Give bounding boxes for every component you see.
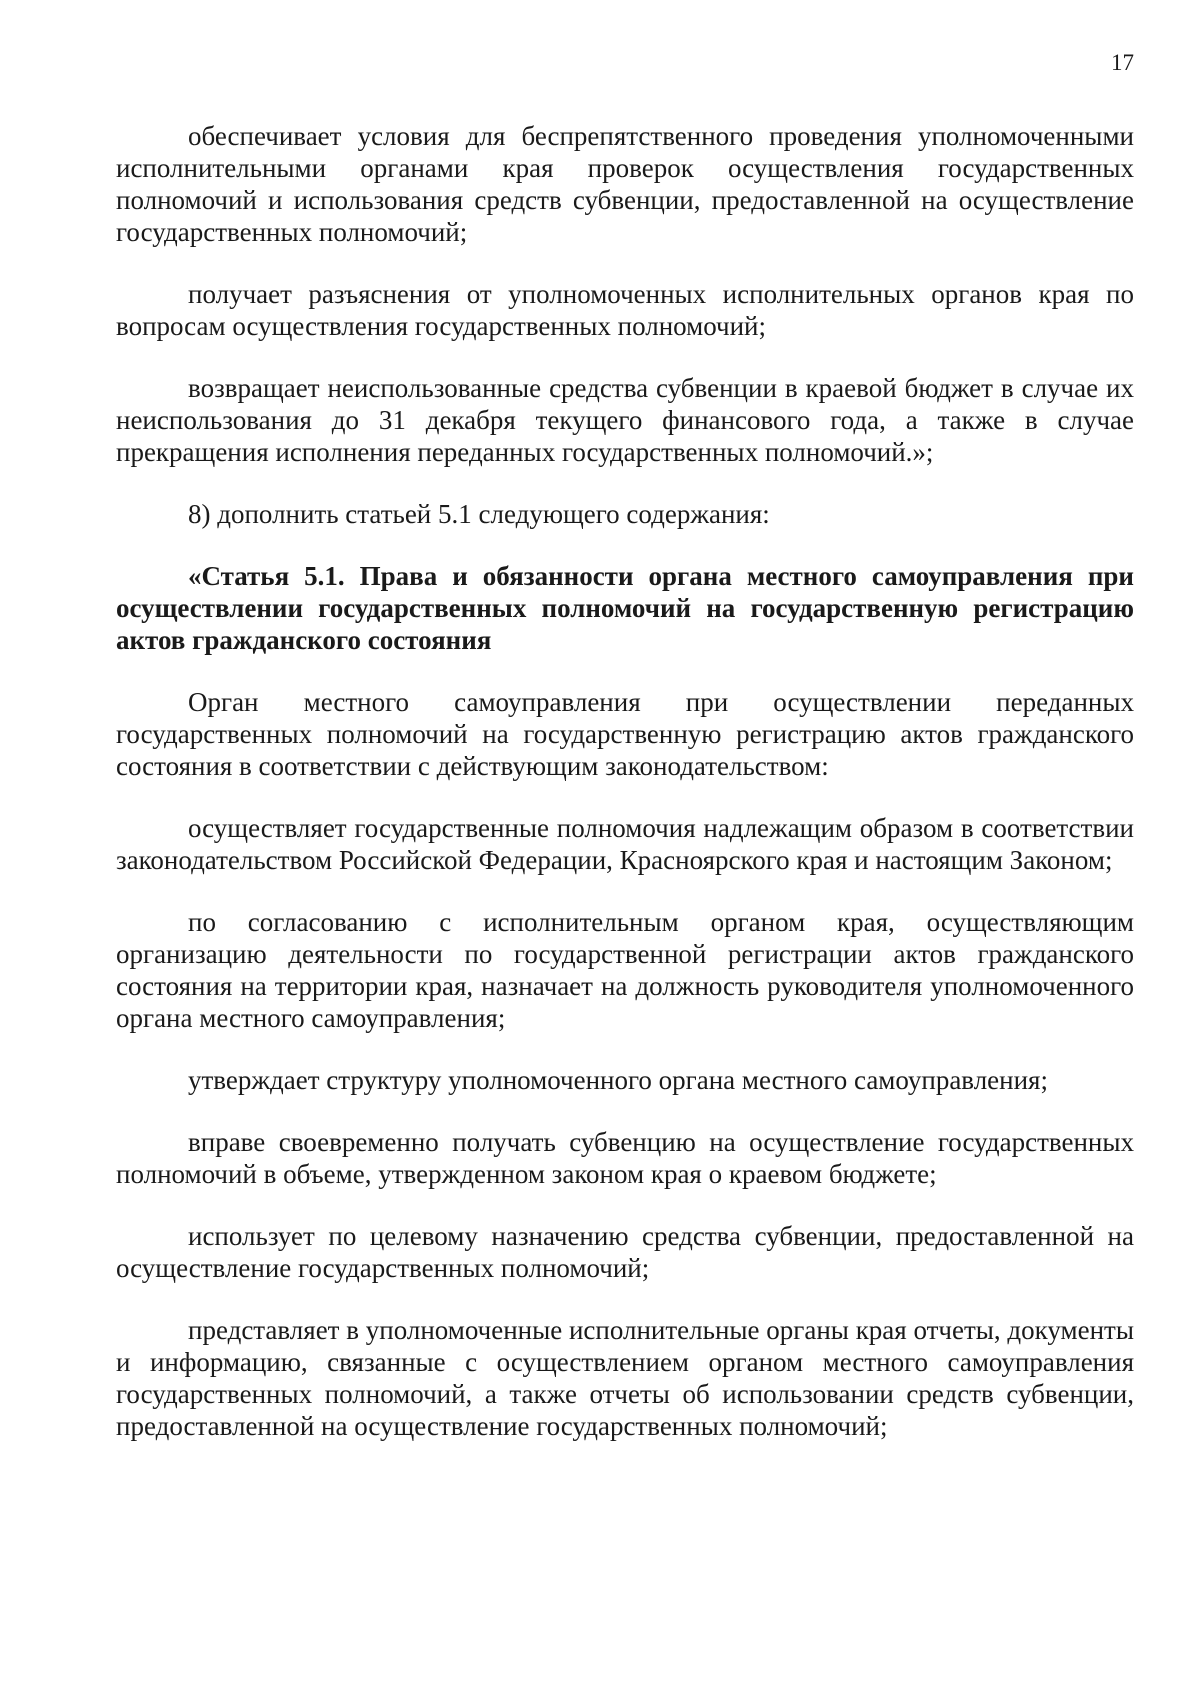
paragraph: использует по целевому назначению средства субвенции, предоставленной на осуществление государственных полномочий; bbox=[116, 1221, 1134, 1283]
paragraph: вправе своевременно получать субвенцию на осуществление государственных полномочий в объеме, утвержденном законом края о краевом бюджете; bbox=[116, 1127, 1134, 1189]
paragraph: получает разъяснения от уполномоченных исполнительных органов края по вопросам осуществления государственных полномочий; bbox=[116, 279, 1134, 341]
paragraph: представляет в уполномоченные исполнительные органы края отчеты, документы и информацию, связанные с осуществлением органом местного самоуправления государственных полномочий, а также отчеты об использовании средств субвенции, предоставленной на осуществление государственных полномочий; bbox=[116, 1315, 1134, 1441]
paragraph: 8) дополнить статьей 5.1 следующего содержания: bbox=[188, 499, 770, 529]
paragraph: по согласованию с исполнительным органом края, осуществляющим организацию деятельности по государственной регистрации актов гражданского состояния на территории края, назначает на должность руководителя уполномоченного органа местного самоуправления; bbox=[116, 907, 1134, 1033]
paragraph: осуществляет государственные полномочия надлежащим образом в соответствии законодательством Российской Федерации, Красноярского края и настоящим Законом; bbox=[116, 813, 1134, 875]
document-body bbox=[116, 120, 1134, 1472]
paragraph: возвращает неиспользованные средства субвенции в краевой бюджет в случае их неиспользования до 31 декабря текущего финансового года, а также в случае прекращения исполнения переданных государственных полномочий.»; bbox=[116, 373, 1134, 467]
paragraph: Орган местного самоуправления при осуществлении переданных государственных полномочий на государственную регистрацию актов гражданского состояния в соответствии с действующим законодательством: bbox=[116, 687, 1134, 781]
paragraph: обеспечивает условия для беспрепятственного проведения уполномоченными исполнительными органами края проверок осуществления государственных полномочий и использования средств субвенции, предоставленной на осуществление государственных полномочий; bbox=[116, 121, 1134, 247]
article-heading: «Статья 5.1. Права и обязанности органа местного самоуправления при осуществлении государственных полномочий на государственную регистрацию актов гражданского состояния bbox=[116, 561, 1134, 655]
page-number: 17 bbox=[1111, 50, 1134, 75]
paragraph: утверждает структуру уполномоченного органа местного самоуправления; bbox=[188, 1065, 1048, 1095]
